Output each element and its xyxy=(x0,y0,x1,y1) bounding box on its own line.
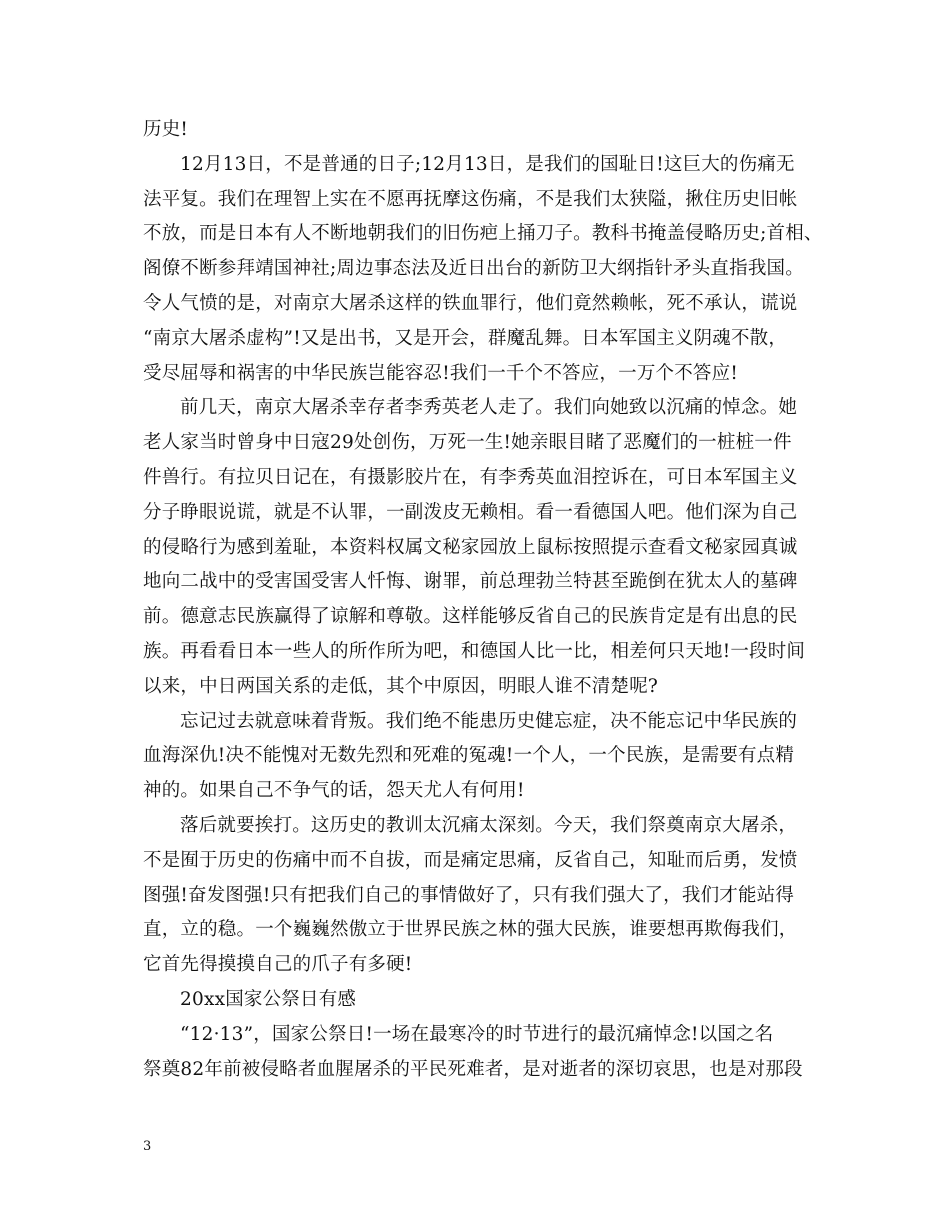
text-line: 法平复。我们在理智上实在不愿再抚摩这伤痛，不是我们太狭隘，揪住历史旧帐 xyxy=(143,188,798,210)
text-line: 前。德意志民族赢得了谅解和尊敬。这样能够反省自己的民族肯定是有出息的民 xyxy=(143,606,798,628)
text-line: 图强!奋发图强!只有把我们自己的事情做好了，只有我们强大了，我们才能站得 xyxy=(143,884,795,906)
text-line: 前几天，南京大屠杀幸存者李秀英老人走了。我们向她致以沉痛的悼念。她 xyxy=(180,397,798,419)
text-line: 血海深仇!决不能愧对无数先烈和死难的冤魂!一个人，一个民族，是需要有点精 xyxy=(143,745,795,767)
text-line: 它首先得摸摸自己的爪子有多硬! xyxy=(143,954,413,976)
text-line: 不放，而是日本有人不断地朝我们的旧伤疤上捅刀子。教科书掩盖侵略历史;首相、 xyxy=(143,223,823,245)
text-line: 不是囿于历史的伤痛中而不自拔，而是痛定思痛，反省自己，知耻而后勇，发愤 xyxy=(143,849,798,871)
text-line: 落后就要挨打。这历史的教训太沉痛太深刻。今天，我们祭奠南京大屠杀， xyxy=(180,814,798,836)
page-number: 3 xyxy=(143,1139,152,1154)
text-line: 以来，中日两国关系的走低，其个中原因，明眼人谁不清楚呢? xyxy=(143,675,659,697)
text-line: 阁僚不断参拜靖国神社;周边事态法及近日出台的新防卫大纲指针矛头直指我国。 xyxy=(143,258,804,280)
text-line: 件兽行。有拉贝日记在，有摄影胶片在，有李秀英血泪控诉在，可日本军国主义 xyxy=(143,466,798,488)
text-line: 神的。如果自己不争气的话，怨天尤人有何用! xyxy=(143,780,525,802)
text-line: 的侵略行为感到羞耻，本资料权属文秘家园放上鼠标按照提示查看文秘家园真诚 xyxy=(143,536,798,558)
text-line: “南京大屠杀虚构”!又是出书，又是开会，群魔乱舞。日本军国主义阴魂不散， xyxy=(143,327,788,349)
text-line: 地向二战中的受害国受害人忏悔、谢罪，前总理勃兰特甚至跪倒在犹太人的墓碑 xyxy=(143,571,798,593)
text-line: 忘记过去就意味着背叛。我们绝不能患历史健忘症，决不能忘记中华民族的 xyxy=(180,710,798,732)
text-line: 老人家当时曾身中日寇29处创伤，万死一生!她亲眼目睹了恶魔们的一桩桩一件 xyxy=(143,432,792,454)
text-line: 12月13日，不是普通的日子;12月13日，是我们的国耻日!这巨大的伤痛无 xyxy=(180,153,795,175)
text-line: 受尽屈辱和祸害的中华民族岂能容忍!我们一千个不答应，一万个不答应! xyxy=(143,362,738,384)
text-line: 族。再看看日本一些人的所作所为吧，和德国人比一比，相差何只天地!一段时间 xyxy=(143,640,806,662)
text-line: 直，立的稳。一个巍巍然傲立于世界民族之林的强大民族，谁要想再欺侮我们， xyxy=(143,919,798,941)
section-heading: 20xx国家公祭日有感 xyxy=(180,988,357,1010)
text-line: 历史! xyxy=(143,119,189,140)
text-line: “12·13”，国家公祭日!一场在最寒冷的时节进行的最沉痛悼念!以国之名 xyxy=(180,1023,774,1045)
text-line: 令人气愤的是，对南京大屠杀这样的铁血罪行，他们竟然赖帐，死不承认，谎说 xyxy=(143,292,798,314)
body-text xyxy=(143,113,823,1087)
text-line: 分子睁眼说谎，就是不认罪，一副泼皮无赖相。看一看德国人吧。他们深为自己 xyxy=(143,501,798,523)
text-line: 祭奠82年前被侵略者血腥屠杀的平民死难者，是对逝者的深切哀思，也是对那段 xyxy=(143,1058,803,1080)
